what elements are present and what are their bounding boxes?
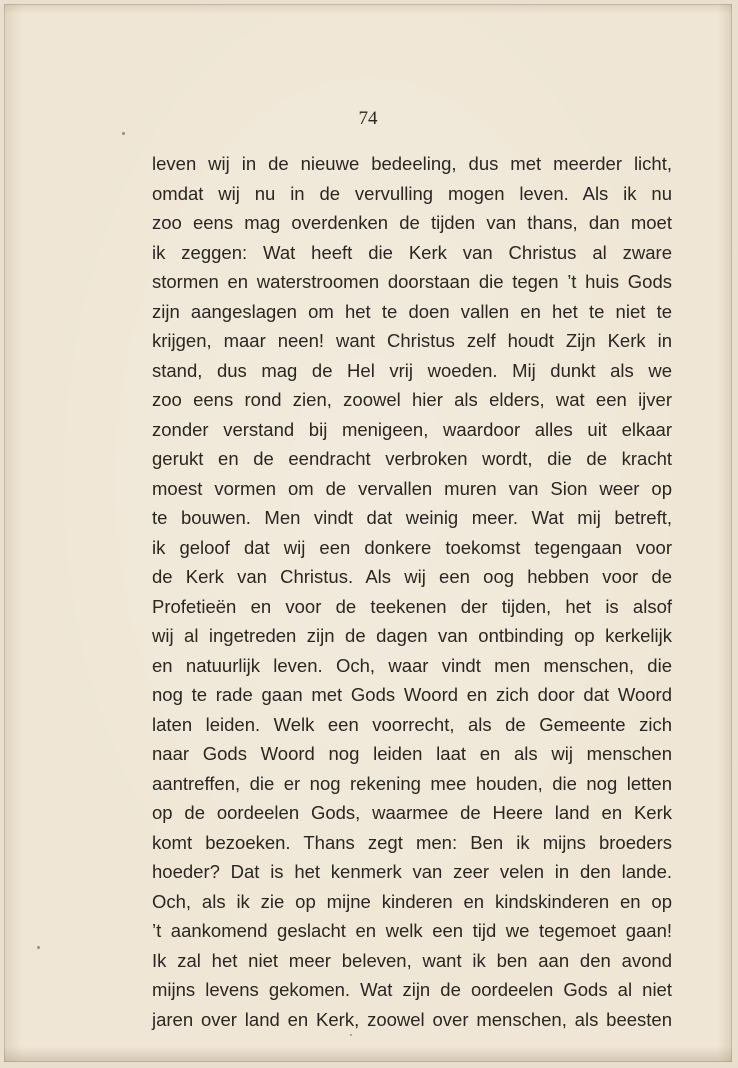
- text-line: laten leiden. Welk een voorrecht, als de Gemeente zich: [152, 713, 672, 735]
- paper-speck: [37, 946, 40, 949]
- text-line: krijgen, maar neen! want Christus zelf houdt Zijn Kerk in: [152, 330, 672, 351]
- text-line: wij al ingetreden zijn de dagen van ontbinding op kerkelijk: [152, 625, 672, 646]
- text-line: jaren over land en Kerk, zoowel over menschen, als beesten: [152, 1008, 672, 1030]
- text-line: stand, dus mag de Hel vrij woeden. Mij dunkt als we: [152, 359, 672, 381]
- body-text: [152, 149, 672, 1034]
- text-line: op de oordeelen Gods, waarmee de Heere land en Kerk: [152, 802, 672, 823]
- text-line: zonder verstand bij menigeen, waardoor alles uit elkaar: [152, 418, 672, 440]
- text-line: omdat wij nu in de vervulling mogen leven. Als ik nu: [152, 182, 672, 204]
- text-line: aantreffen, die er nog rekening mee houden, die nog letten: [152, 772, 672, 794]
- text-line: Och, als ik zie op mijne kinderen en kindskinderen en op: [152, 890, 672, 912]
- text-line: moest vormen om de vervallen muren van Sion weer op: [152, 477, 672, 499]
- text-line: leven wij in de nieuwe bedeeling, dus met meerder licht,: [152, 153, 672, 174]
- paper-speck: [350, 1034, 352, 1036]
- text-line: naar Gods Woord nog leiden laat en als wij menschen: [152, 743, 672, 764]
- text-line: komt bezoeken. Thans zegt men: Ben ik mijns broeders: [152, 831, 672, 853]
- text-line: ik geloof dat wij een donkere toekomst tegengaan voor: [152, 536, 672, 558]
- paper-speck: [122, 132, 125, 135]
- text-line: mijns levens gekomen. Wat zijn de oordeelen Gods al niet: [152, 979, 672, 1000]
- text-line: zijn aangeslagen om het te doen vallen en het te niet te: [152, 300, 672, 322]
- text-line: stormen en waterstroomen doorstaan die tegen ’t huis Gods: [152, 271, 672, 292]
- page-number: 74: [358, 108, 378, 129]
- text-line: nog te rade gaan met Gods Woord en zich door dat Woord: [152, 684, 672, 705]
- text-line: hoeder? Dat is het kenmerk van zeer velen in den lande.: [152, 861, 672, 882]
- text-line: Ik zal het niet meer beleven, want ik ben aan den avond: [152, 949, 672, 971]
- text-line: de Kerk van Christus. Als wij een oog hebben voor de: [152, 566, 672, 587]
- book-page: [4, 4, 732, 1062]
- text-line: en natuurlijk leven. Och, waar vindt men menschen, die: [152, 654, 672, 676]
- text-line: Profetieën en voor de teekenen der tijden, het is alsof: [152, 595, 672, 617]
- text-line: zoo eens mag overdenken de tijden van thans, dan moet: [152, 212, 672, 233]
- text-line: ik zeggen: Wat heeft die Kerk van Christus al zware: [152, 241, 672, 263]
- text-line: ’t aankomend geslacht en welk een tijd we tegemoet gaan!: [152, 920, 672, 941]
- text-line: te bouwen. Men vindt dat weinig meer. Wat mij betreft,: [152, 507, 672, 528]
- text-line: zoo eens rond zien, zoowel hier als elders, wat een ijver: [152, 389, 672, 410]
- text-line: gerukt en de eendracht verbroken wordt, die de kracht: [152, 448, 672, 469]
